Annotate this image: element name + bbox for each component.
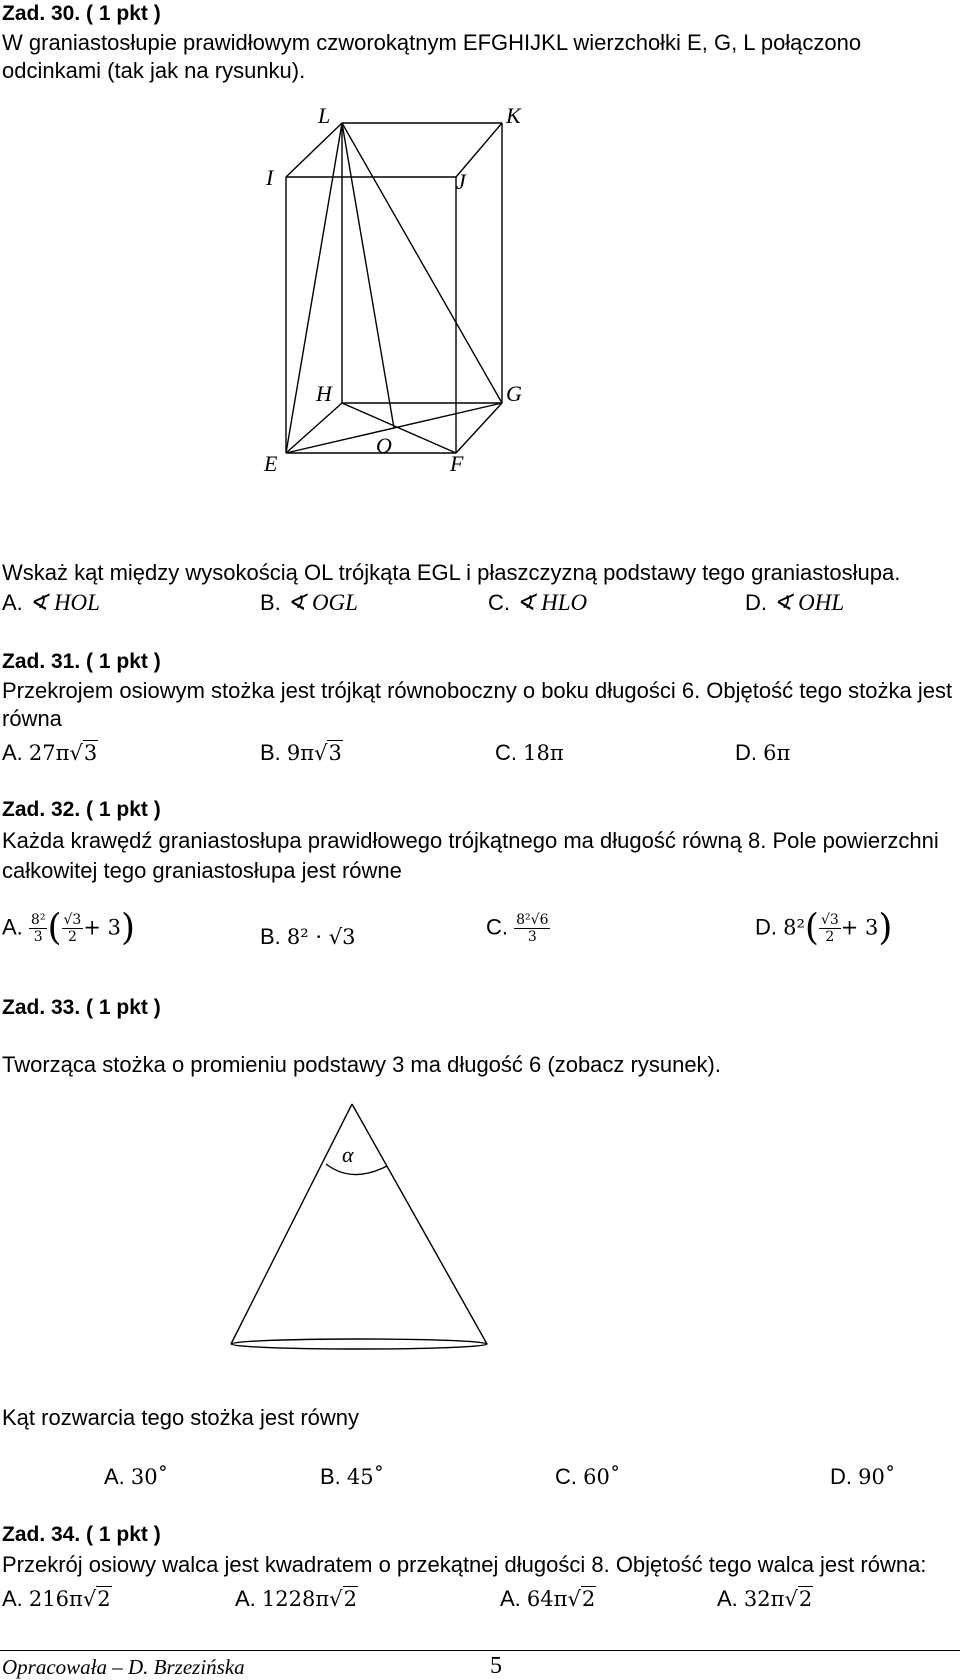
- q34-answer-4[interactable]: [717, 1586, 813, 1612]
- answer-value: 18π: [523, 741, 564, 765]
- alpha-label: α: [342, 1142, 354, 1167]
- sqrt-symbol: √2: [329, 1587, 357, 1611]
- label-H: H: [316, 381, 332, 406]
- cone-figure: [225, 1100, 495, 1360]
- page-number: 5: [490, 1653, 502, 1679]
- q34-header: Zad. 34. ( 1 pkt ): [2, 1523, 161, 1546]
- answer-root: 3: [328, 741, 342, 765]
- inner-fraction: $\frac{√3}{2}$: [63, 912, 82, 945]
- answer-letter: A.: [235, 1586, 256, 1611]
- answer-coef: 1228π: [261, 1587, 330, 1611]
- label-L: L: [318, 103, 331, 128]
- answer-root: 2: [581, 1587, 596, 1611]
- q31-answer-a[interactable]: [2, 740, 98, 766]
- fraction: $\frac{\text{8²√6}}{3}$: [516, 912, 549, 945]
- answer-letter: D.: [745, 590, 767, 615]
- answer-coef: 216π: [28, 1587, 83, 1611]
- answer-value: ∢ HOL: [28, 590, 100, 615]
- answer-root: 3: [83, 741, 98, 765]
- plus-term: + 3: [840, 915, 879, 940]
- q32-answer-d[interactable]: [755, 907, 893, 949]
- label-E: E: [264, 451, 278, 476]
- inner-fraction: $\frac{√3}{2}$: [820, 912, 839, 945]
- q34-text: Przekrój osiowy walca jest kwadratem o przekątnej długości 8. Objętość tego walca jest równa:: [2, 1552, 927, 1577]
- sqrt-symbol: √2: [784, 1587, 813, 1611]
- paren-close: ): [120, 907, 136, 949]
- answer-value: 45˚: [346, 1465, 385, 1489]
- answer-value: 60˚: [583, 1465, 621, 1489]
- answer-coef: 32π: [743, 1587, 785, 1611]
- sqrt-symbol: √3: [69, 741, 98, 765]
- answer-letter: B.: [260, 740, 281, 765]
- answer-coef: 27π: [28, 741, 70, 765]
- q30-header: Zad. 30. ( 1 pkt ): [2, 2, 161, 25]
- q30-answer-d[interactable]: [745, 590, 844, 616]
- q30-answer-a[interactable]: [2, 590, 100, 616]
- q32-text-line2: całkowitej tego graniastosłupa jest równe: [2, 858, 402, 883]
- footer-author: Opracowała – D. Brzezińska: [2, 1655, 245, 1679]
- answer-value: ∢ OGL: [286, 590, 358, 615]
- q31-text-line1: Przekrojem osiowym stożka jest trójkąt równoboczny o boku długości 6. Objętość tego stożka jest: [2, 678, 953, 703]
- plus-term: + 3: [83, 915, 121, 940]
- label-J: J: [456, 169, 466, 194]
- answer-letter: D.: [735, 740, 757, 765]
- q31-text-line2: równa: [2, 706, 62, 731]
- sqrt-symbol: √2: [567, 1587, 596, 1611]
- answer-value: 30˚: [130, 1465, 169, 1489]
- q31-header: Zad. 31. ( 1 pkt ): [2, 650, 161, 673]
- answer-letter: A.: [104, 1464, 125, 1489]
- paren-open: (: [47, 907, 62, 949]
- q30-text-line1: W graniastosłupie prawidłowym czworokątnym EFGHIJKL wierzchołki E, G, L połączono: [2, 30, 862, 55]
- answer-letter: A.: [2, 914, 23, 940]
- q34-answer-3[interactable]: [500, 1586, 596, 1612]
- q33-question: Kąt rozwarcia tego stożka jest równy: [2, 1405, 360, 1430]
- sqrt-symbol: √2: [82, 1587, 111, 1611]
- base-term: 8²: [783, 915, 805, 940]
- paren-open: (: [804, 907, 819, 949]
- label-K: K: [506, 103, 521, 128]
- answer-letter: A.: [717, 1586, 738, 1611]
- answer-value: 6π: [763, 741, 791, 765]
- answer-letter: C.: [488, 590, 510, 615]
- q30-question: Wskaż kąt między wysokością OL trójkąta EGL i płaszczyzną podstawy tego graniastosłupa.: [2, 560, 901, 585]
- answer-root: 2: [97, 1587, 111, 1611]
- q32-answer-a[interactable]: [2, 907, 136, 949]
- answer-root: 2: [343, 1587, 357, 1611]
- answer-letter: A.: [2, 740, 23, 765]
- answer-value: ∢ HLO: [516, 590, 588, 615]
- q31-answer-c[interactable]: [495, 740, 564, 766]
- q33-header: Zad. 33. ( 1 pkt ): [2, 996, 161, 1019]
- answer-coef: 64π: [526, 1587, 568, 1611]
- q33-answer-b[interactable]: [320, 1464, 384, 1490]
- q33-answer-a[interactable]: [104, 1464, 168, 1490]
- answer-letter: D.: [830, 1464, 852, 1489]
- q32-text-line1: Każda krawędź graniastosłupa prawidłowego trójkątnego ma długość równą 8. Pole powierzchni: [2, 828, 939, 853]
- q33-answer-c[interactable]: [555, 1464, 620, 1490]
- label-F: F: [450, 451, 464, 476]
- q30-answer-c[interactable]: [488, 590, 587, 616]
- answer-value: 8² · √3: [286, 925, 356, 949]
- q33-text: Tworząca stożka o promieniu podstawy 3 ma długość 6 (zobacz rysunek).: [2, 1052, 721, 1077]
- answer-coef: 9π: [286, 741, 315, 765]
- answer-letter: C.: [495, 740, 517, 765]
- label-G: G: [506, 381, 522, 406]
- fraction: $\frac{\text{8²}}{3}$: [30, 912, 46, 945]
- label-O: O: [376, 433, 392, 458]
- answer-letter: C.: [486, 914, 508, 940]
- paren-close: ): [878, 907, 893, 949]
- answer-letter: A.: [500, 1586, 521, 1611]
- answer-value: ∢ OHL: [773, 590, 845, 615]
- answer-letter: D.: [755, 914, 777, 940]
- label-I: I: [266, 165, 274, 190]
- sqrt-symbol: √3: [314, 741, 342, 765]
- answer-letter: A.: [2, 590, 23, 615]
- answer-letter: B.: [260, 924, 281, 949]
- q31-answer-b[interactable]: [260, 740, 343, 766]
- q30-text-line2: odcinkami (tak jak na rysunku).: [2, 58, 306, 83]
- answer-letter: B.: [260, 590, 281, 615]
- q34-answer-2[interactable]: [235, 1586, 358, 1612]
- answer-letter: C.: [555, 1464, 577, 1489]
- q30-answer-b[interactable]: [260, 590, 358, 616]
- answer-letter: A.: [2, 1586, 23, 1611]
- q32-answer-c[interactable]: [486, 912, 550, 945]
- q31-answer-d[interactable]: [735, 740, 790, 766]
- q32-answer-b[interactable]: [260, 924, 355, 950]
- q34-answer-1[interactable]: [2, 1586, 112, 1612]
- answer-root: 2: [798, 1587, 813, 1611]
- prism-figure: [264, 103, 570, 515]
- q32-header: Zad. 32. ( 1 pkt ): [2, 798, 161, 821]
- q33-answer-d[interactable]: [830, 1464, 895, 1490]
- footer-rule: [0, 1650, 960, 1651]
- answer-letter: B.: [320, 1464, 341, 1489]
- answer-value: 90˚: [858, 1465, 896, 1489]
